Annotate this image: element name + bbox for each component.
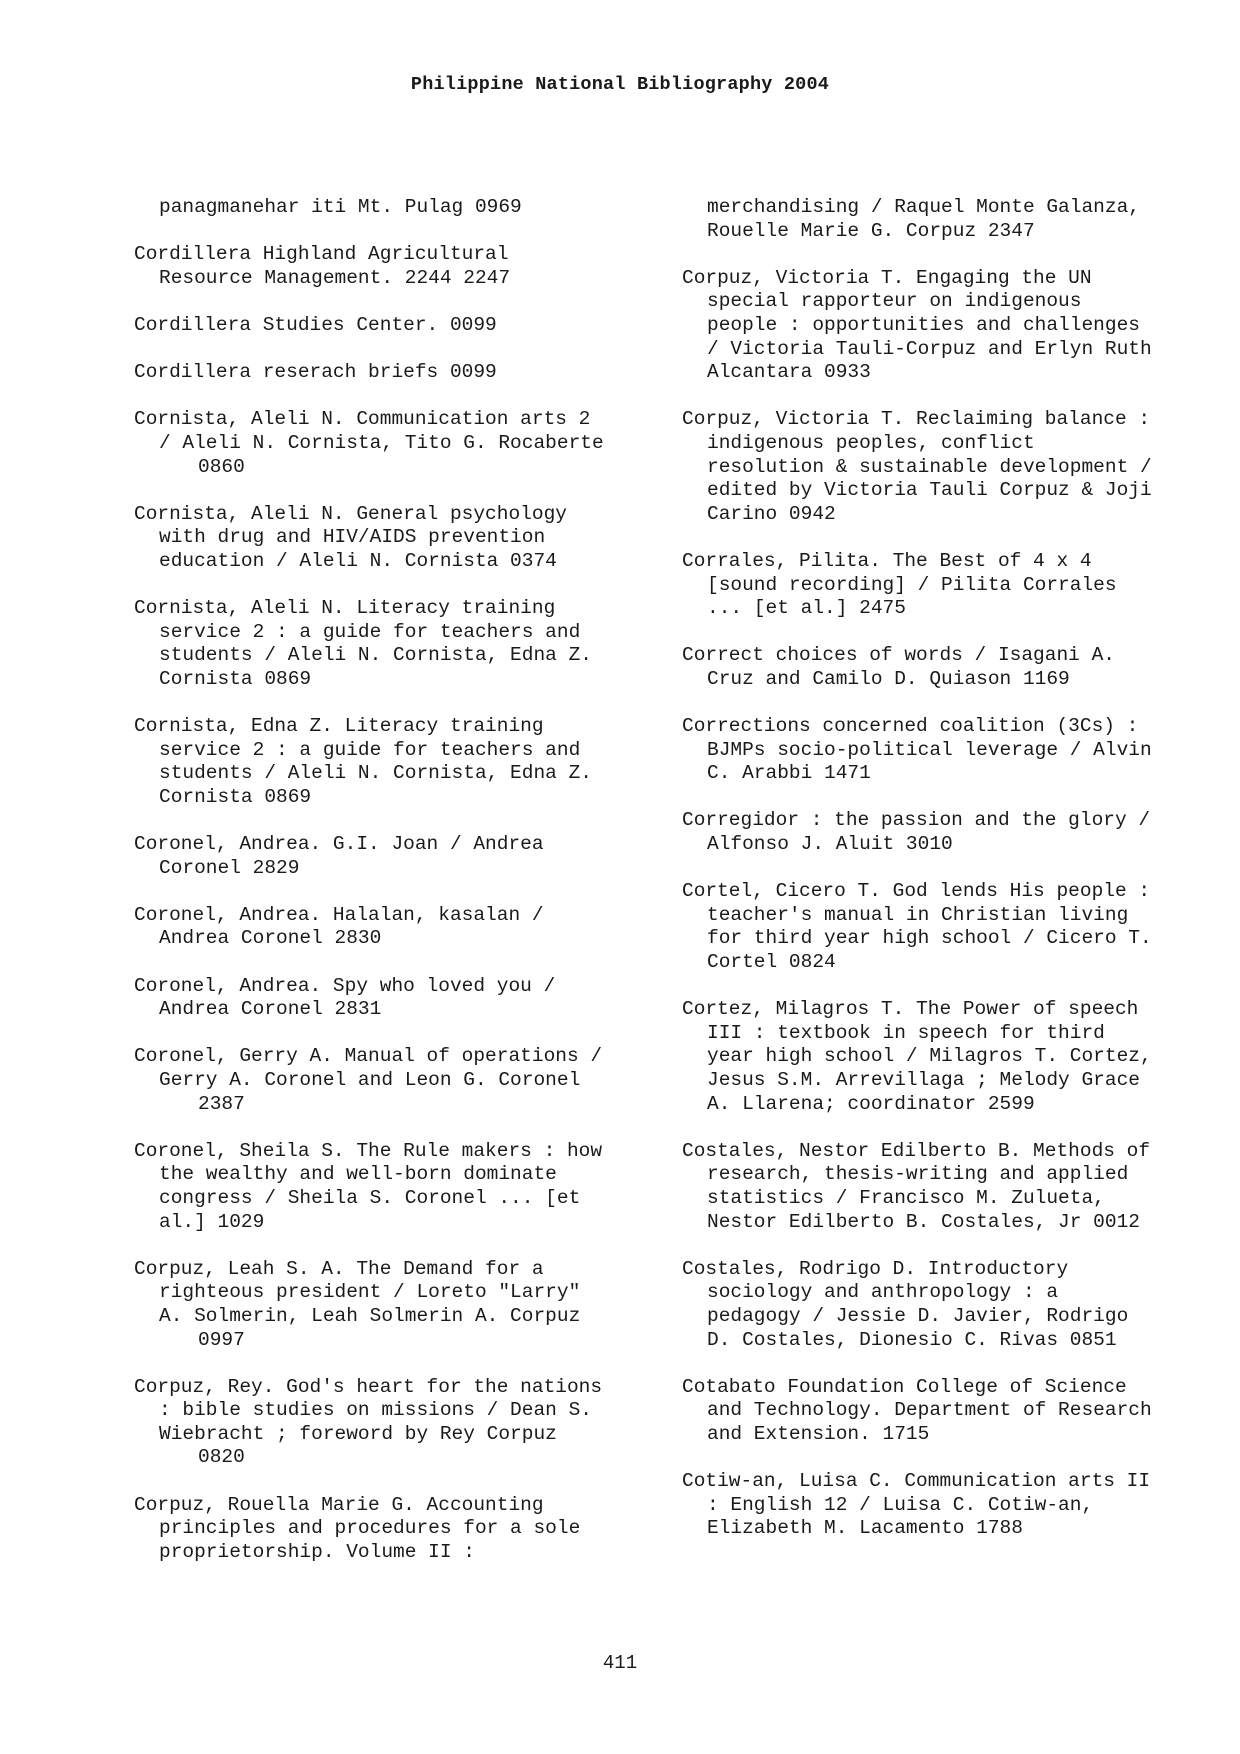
bibliography-entry <box>134 408 654 479</box>
entry-line: : bible studies on missions / Dean S. <box>159 1399 592 1422</box>
entry-line: research, thesis-writing and applied <box>707 1163 1129 1186</box>
entry-line: for third year high school / Cicero T. <box>707 927 1152 950</box>
entry-line: Coronel, Gerry A. Manual of operations / <box>134 1045 603 1068</box>
bibliography-entry <box>682 408 1227 526</box>
bibliography-entry <box>682 196 1227 243</box>
entry-line: Coronel, Andrea. Spy who loved you / <box>134 974 556 997</box>
entry-line: Costales, Nestor Edilberto B. Methods of <box>682 1139 1151 1162</box>
entry-line: Correct choices of words / Isagani A. <box>682 644 1115 667</box>
entry-line: students / Aleli N. Cornista, Edna Z. <box>159 644 592 667</box>
bibliography-entry <box>134 715 654 809</box>
entry-line: Carino 0942 <box>707 502 836 525</box>
entry-line: service 2 : a guide for teachers and <box>159 738 581 761</box>
entry-line: people : opportunities and challenges <box>707 313 1140 336</box>
entry-line: Coronel, Andrea. G.I. Joan / Andrea <box>134 833 544 856</box>
entry-line: with drug and HIV/AIDS prevention <box>159 526 546 549</box>
entry-line: the wealthy and well-born dominate <box>159 1163 557 1186</box>
entry-line: Corregidor : the passion and the glory / <box>682 809 1151 832</box>
entry-line: sociology and anthropology : a <box>707 1281 1059 1304</box>
entry-line: Gerry A. Coronel and Leon G. Coronel <box>159 1068 581 1091</box>
bibliography-entry <box>134 196 654 220</box>
entry-line: Corrections concerned coalition (3Cs) : <box>682 715 1139 738</box>
bibliography-entry <box>682 715 1227 786</box>
entry-line: ... [et al.] 2475 <box>707 597 906 620</box>
page-number: 411 <box>602 1652 638 1674</box>
entry-line: A. Llarena; coordinator 2599 <box>707 1092 1035 1115</box>
entry-line: Coronel, Sheila S. The Rule makers : how <box>134 1139 603 1162</box>
entry-line: Cornista, Aleli N. Communication arts 2 <box>134 408 591 431</box>
bibliography-entry <box>134 1140 654 1234</box>
entry-line: Cordillera Studies Center. 0099 <box>134 313 497 336</box>
entry-line: education / Aleli N. Cornista 0374 <box>159 549 557 572</box>
entry-line: BJMPs socio-political leverage / Alvin <box>707 738 1152 761</box>
entry-line: statistics / Francisco M. Zulueta, <box>707 1186 1105 1209</box>
entry-line: Corpuz, Rey. God's heart for the nations <box>134 1375 603 1398</box>
bibliography-entry <box>682 998 1227 1116</box>
entry-line: Cortel 0824 <box>707 951 836 973</box>
entry-line: principles and procedures for a sole <box>159 1517 581 1540</box>
bibliography-entry <box>682 1140 1227 1234</box>
entry-line: Cruz and Camilo D. Quiason 1169 <box>707 667 1070 690</box>
entry-line: III : textbook in speech for third <box>707 1021 1105 1044</box>
entry-line: 2387 <box>198 1092 245 1115</box>
entry-line: Cordillera reserach briefs 0099 <box>134 361 497 384</box>
bibliography-entry <box>134 361 654 385</box>
entry-line: Cortez, Milagros T. The Power of speech <box>682 998 1139 1021</box>
entry-line: Alfonso J. Aluit 3010 <box>707 833 953 856</box>
entry-line: students / Aleli N. Cornista, Edna Z. <box>159 762 592 785</box>
bibliography-entry <box>134 1258 654 1352</box>
bibliography-entry <box>134 597 654 691</box>
entry-line: service 2 : a guide for teachers and <box>159 620 581 643</box>
bibliography-entry <box>682 1376 1227 1447</box>
entry-line: Corpuz, Leah S. A. The Demand for a <box>134 1257 544 1280</box>
bibliography-entry <box>134 314 654 338</box>
entry-line: Cotiw-an, Luisa C. Communication arts II <box>682 1470 1151 1493</box>
bibliography-entry <box>134 503 654 574</box>
entry-line: Corpuz, Victoria T. Reclaiming balance : <box>682 408 1151 431</box>
entry-line: Cordillera Highland Agricultural <box>134 243 509 266</box>
bibliography-entry <box>682 550 1227 621</box>
entry-line: merchandising / Raquel Monte Galanza, <box>707 196 1140 218</box>
entry-line: Andrea Coronel 2831 <box>159 998 382 1021</box>
bibliography-entry <box>134 1045 654 1116</box>
bibliography-entry <box>682 880 1227 974</box>
entry-line: congress / Sheila S. Coronel ... [et <box>159 1186 581 1209</box>
bibliography-entry <box>134 975 654 1022</box>
entry-line: teacher's manual in Christian living <box>707 903 1129 926</box>
entry-line: proprietorship. Volume II : <box>159 1540 475 1563</box>
bibliography-entry <box>134 243 654 290</box>
entry-line: Cornista, Aleli N. Literacy training <box>134 597 556 620</box>
entry-line: al.] 1029 <box>159 1210 265 1233</box>
right-column <box>682 196 1227 1564</box>
entry-line: Coronel 2829 <box>159 856 300 879</box>
entry-line: Corrales, Pilita. The Best of 4 x 4 <box>682 549 1092 572</box>
entry-line: [sound recording] / Pilita Corrales <box>707 573 1117 596</box>
bibliography-entry <box>134 833 654 880</box>
entry-line: Cornista 0869 <box>159 785 312 808</box>
entry-line: / Aleli N. Cornista, Tito G. Rocaberte <box>159 431 604 454</box>
bibliography-entry <box>682 267 1227 385</box>
entry-line: edited by Victoria Tauli Corpuz & Joji <box>707 479 1152 502</box>
entry-line: Resource Management. 2244 2247 <box>159 266 511 289</box>
entry-line: Cortel, Cicero T. God lends His people : <box>682 880 1151 903</box>
entry-line: Cornista, Edna Z. Literacy training <box>134 715 544 738</box>
bibliography-entry <box>134 1494 654 1565</box>
entry-line: Wiebracht ; foreword by Rey Corpuz <box>159 1422 557 1445</box>
bibliography-entry <box>134 1376 654 1470</box>
entry-line: D. Costales, Dionesio C. Rivas 0851 <box>707 1328 1117 1351</box>
entry-line: Alcantara 0933 <box>707 361 871 384</box>
entry-line: C. Arabbi 1471 <box>707 762 871 785</box>
left-column <box>134 196 654 1588</box>
bibliography-entry <box>134 904 654 951</box>
entry-line: Jesus S.M. Arrevillaga ; Melody Grace <box>707 1068 1140 1091</box>
entry-line: Coronel, Andrea. Halalan, kasalan / <box>134 903 544 926</box>
entry-line: resolution & sustainable development / <box>707 455 1152 478</box>
entry-line: 0997 <box>198 1328 245 1351</box>
entry-line: special rapporteur on indigenous <box>707 290 1082 313</box>
bibliography-entry <box>682 644 1227 691</box>
bibliography-entry <box>682 1258 1227 1352</box>
entry-line: 0860 <box>198 455 245 478</box>
entry-line: pedagogy / Jessie D. Javier, Rodrigo <box>707 1304 1129 1327</box>
bibliography-entry <box>682 809 1227 856</box>
entry-line: / Victoria Tauli-Corpuz and Erlyn Ruth <box>707 337 1152 360</box>
entry-line: righteous president / Loreto "Larry" <box>159 1281 581 1304</box>
entry-line: Corpuz, Rouella Marie G. Accounting <box>134 1493 544 1516</box>
bibliography-entry <box>682 1470 1227 1541</box>
entry-line: Nestor Edilberto B. Costales, Jr 0012 <box>707 1210 1140 1233</box>
page-title: Philippine National Bibliography 2004 <box>410 74 830 95</box>
entry-line: Elizabeth M. Lacamento 1788 <box>707 1517 1023 1540</box>
entry-line: Corpuz, Victoria T. Engaging the UN <box>682 266 1092 289</box>
entry-line: 0820 <box>198 1446 245 1469</box>
entry-line: Costales, Rodrigo D. Introductory <box>682 1257 1069 1280</box>
entry-line: year high school / Milagros T. Cortez, <box>707 1045 1152 1068</box>
entry-line: Cornista, Aleli N. General psychology <box>134 502 567 525</box>
entry-line: : English 12 / Luisa C. Cotiw-an, <box>707 1493 1094 1516</box>
entry-line: indigenous peoples, conflict <box>707 431 1035 454</box>
entry-line: and Extension. 1715 <box>707 1422 930 1445</box>
entry-line: and Technology. Department of Research <box>707 1399 1152 1422</box>
entry-line: Cornista 0869 <box>159 667 312 690</box>
entry-line: Cotabato Foundation College of Science <box>682 1375 1127 1398</box>
entry-line: Rouelle Marie G. Corpuz 2347 <box>707 219 1035 242</box>
entry-line: panagmanehar iti Mt. Pulag 0969 <box>159 196 522 218</box>
entry-line: Andrea Coronel 2830 <box>159 927 382 950</box>
entry-line: A. Solmerin, Leah Solmerin A. Corpuz <box>159 1304 581 1327</box>
